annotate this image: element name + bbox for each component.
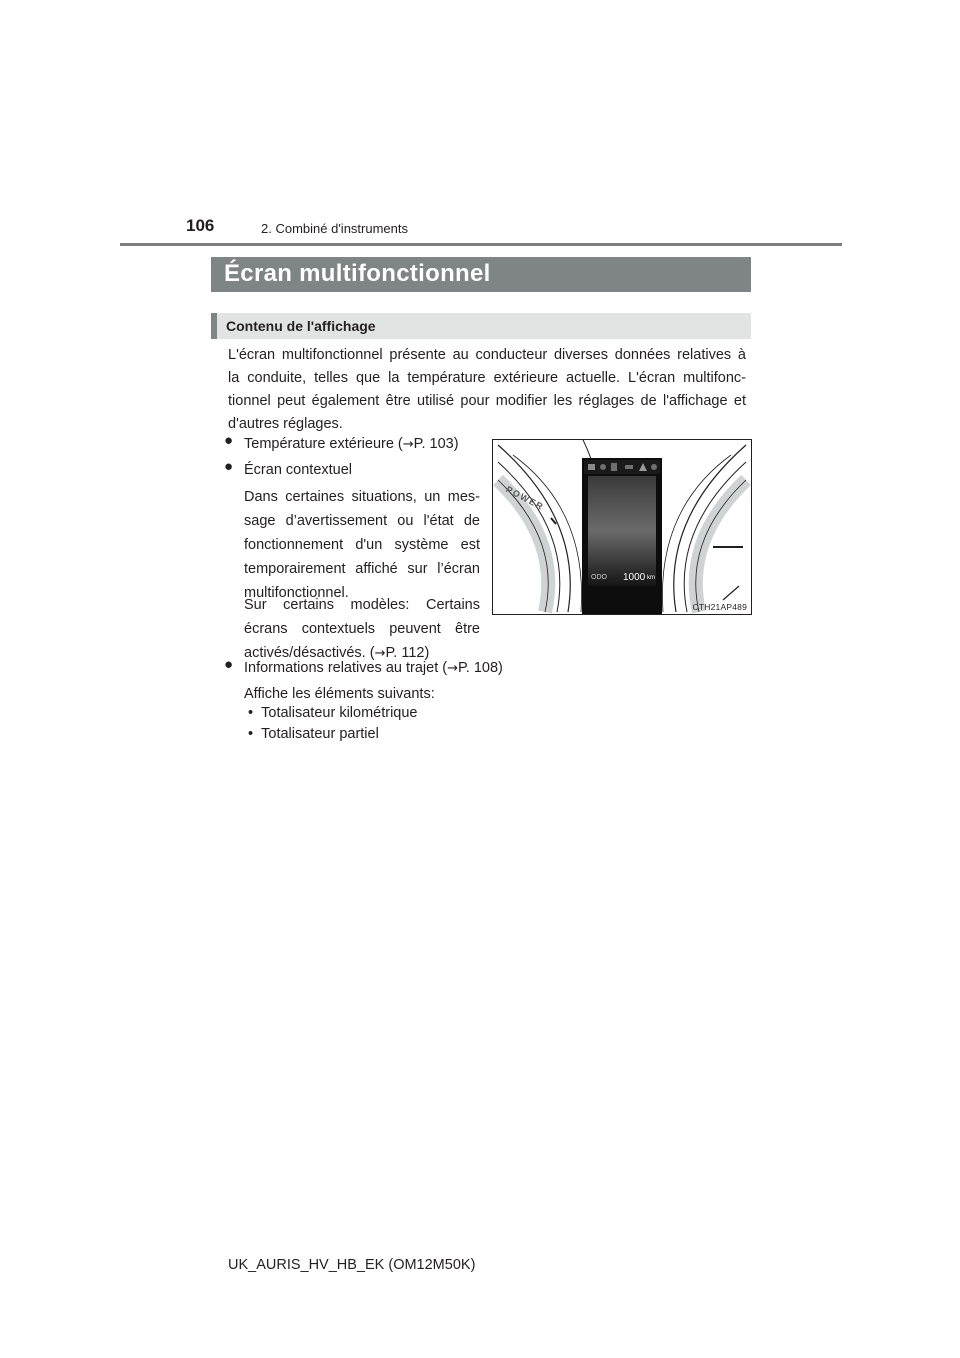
description-line: Dans certaines situations, un mes- [244, 489, 480, 505]
intro-line: L'écran multifonctionnel présente au conducteur diverses données relatives à [228, 347, 746, 363]
chapter-title: 2. Combiné d'instruments [261, 221, 408, 236]
arrow-right-icon: → [447, 661, 458, 676]
intro-line: la conduite, telles que la température extérieure actuelle. L'écran multifonc- [228, 370, 746, 386]
list-item: • Totalisateur partiel [248, 726, 379, 742]
subsection-title: Contenu de l'affichage [226, 318, 376, 334]
odometer-label: ODO [591, 574, 607, 581]
document-footer: UK_AURIS_HV_HB_EK (OM12M50K) [228, 1257, 476, 1273]
intro-line: d'autres réglages. [228, 416, 343, 432]
list-item: • Totalisateur kilométrique [248, 705, 418, 721]
section-title: Écran multifonctionnel [224, 260, 491, 287]
popup-description [244, 485, 480, 605]
section-title-bar [211, 257, 751, 292]
power-gauge-label: POWER [504, 484, 546, 513]
intro-paragraph [228, 344, 746, 436]
page-reference-link[interactable]: P. 108) [458, 660, 503, 676]
instrument-cluster-illustration [492, 439, 752, 615]
intro-line: tionnel peut également être utilisé pour modifier les réglages de l'affichage et [228, 393, 746, 409]
odometer-unit: km [647, 575, 655, 581]
note-line: activés/désactivés. (→P. 112) [244, 645, 430, 661]
header-rule [120, 243, 842, 246]
popup-note [244, 593, 480, 666]
note-line: Sur certains modèles: Certains [244, 597, 480, 613]
arrow-right-icon: → [374, 646, 386, 661]
cluster-drawing [493, 440, 751, 614]
bullet-popup-display: Écran contextuel [244, 462, 353, 478]
page-reference-link[interactable]: P. 103) [413, 436, 459, 452]
bullet-marker-icon: ● [224, 432, 234, 449]
page-number: 106 [186, 216, 215, 235]
page-reference-link[interactable]: P. 112) [385, 645, 430, 661]
bullet-trip-information: Informations relatives au trajet (→P. 108) [244, 660, 503, 676]
bullet-marker-icon: ● [224, 656, 234, 673]
description-line: multifonctionnel. [244, 585, 349, 601]
bullet-marker-icon: ● [224, 458, 234, 475]
arrow-right-icon: → [402, 437, 414, 452]
description-line: sage d’avertissement ou l'état de [244, 513, 480, 529]
subsection-title-bar [211, 313, 751, 339]
note-line: écrans contextuels peuvent être [244, 621, 480, 637]
bullet-outside-temperature: Température extérieure (→P. 103) [244, 436, 459, 452]
trip-description: Affiche les éléments suivants: [244, 686, 435, 702]
odometer-value: 1000 [623, 572, 646, 583]
figure-code: CTH21AP489 [692, 602, 747, 612]
description-line: fonctionnement d'un système est [244, 537, 480, 553]
description-line: temporairement affiché sur l’écran [244, 561, 480, 577]
